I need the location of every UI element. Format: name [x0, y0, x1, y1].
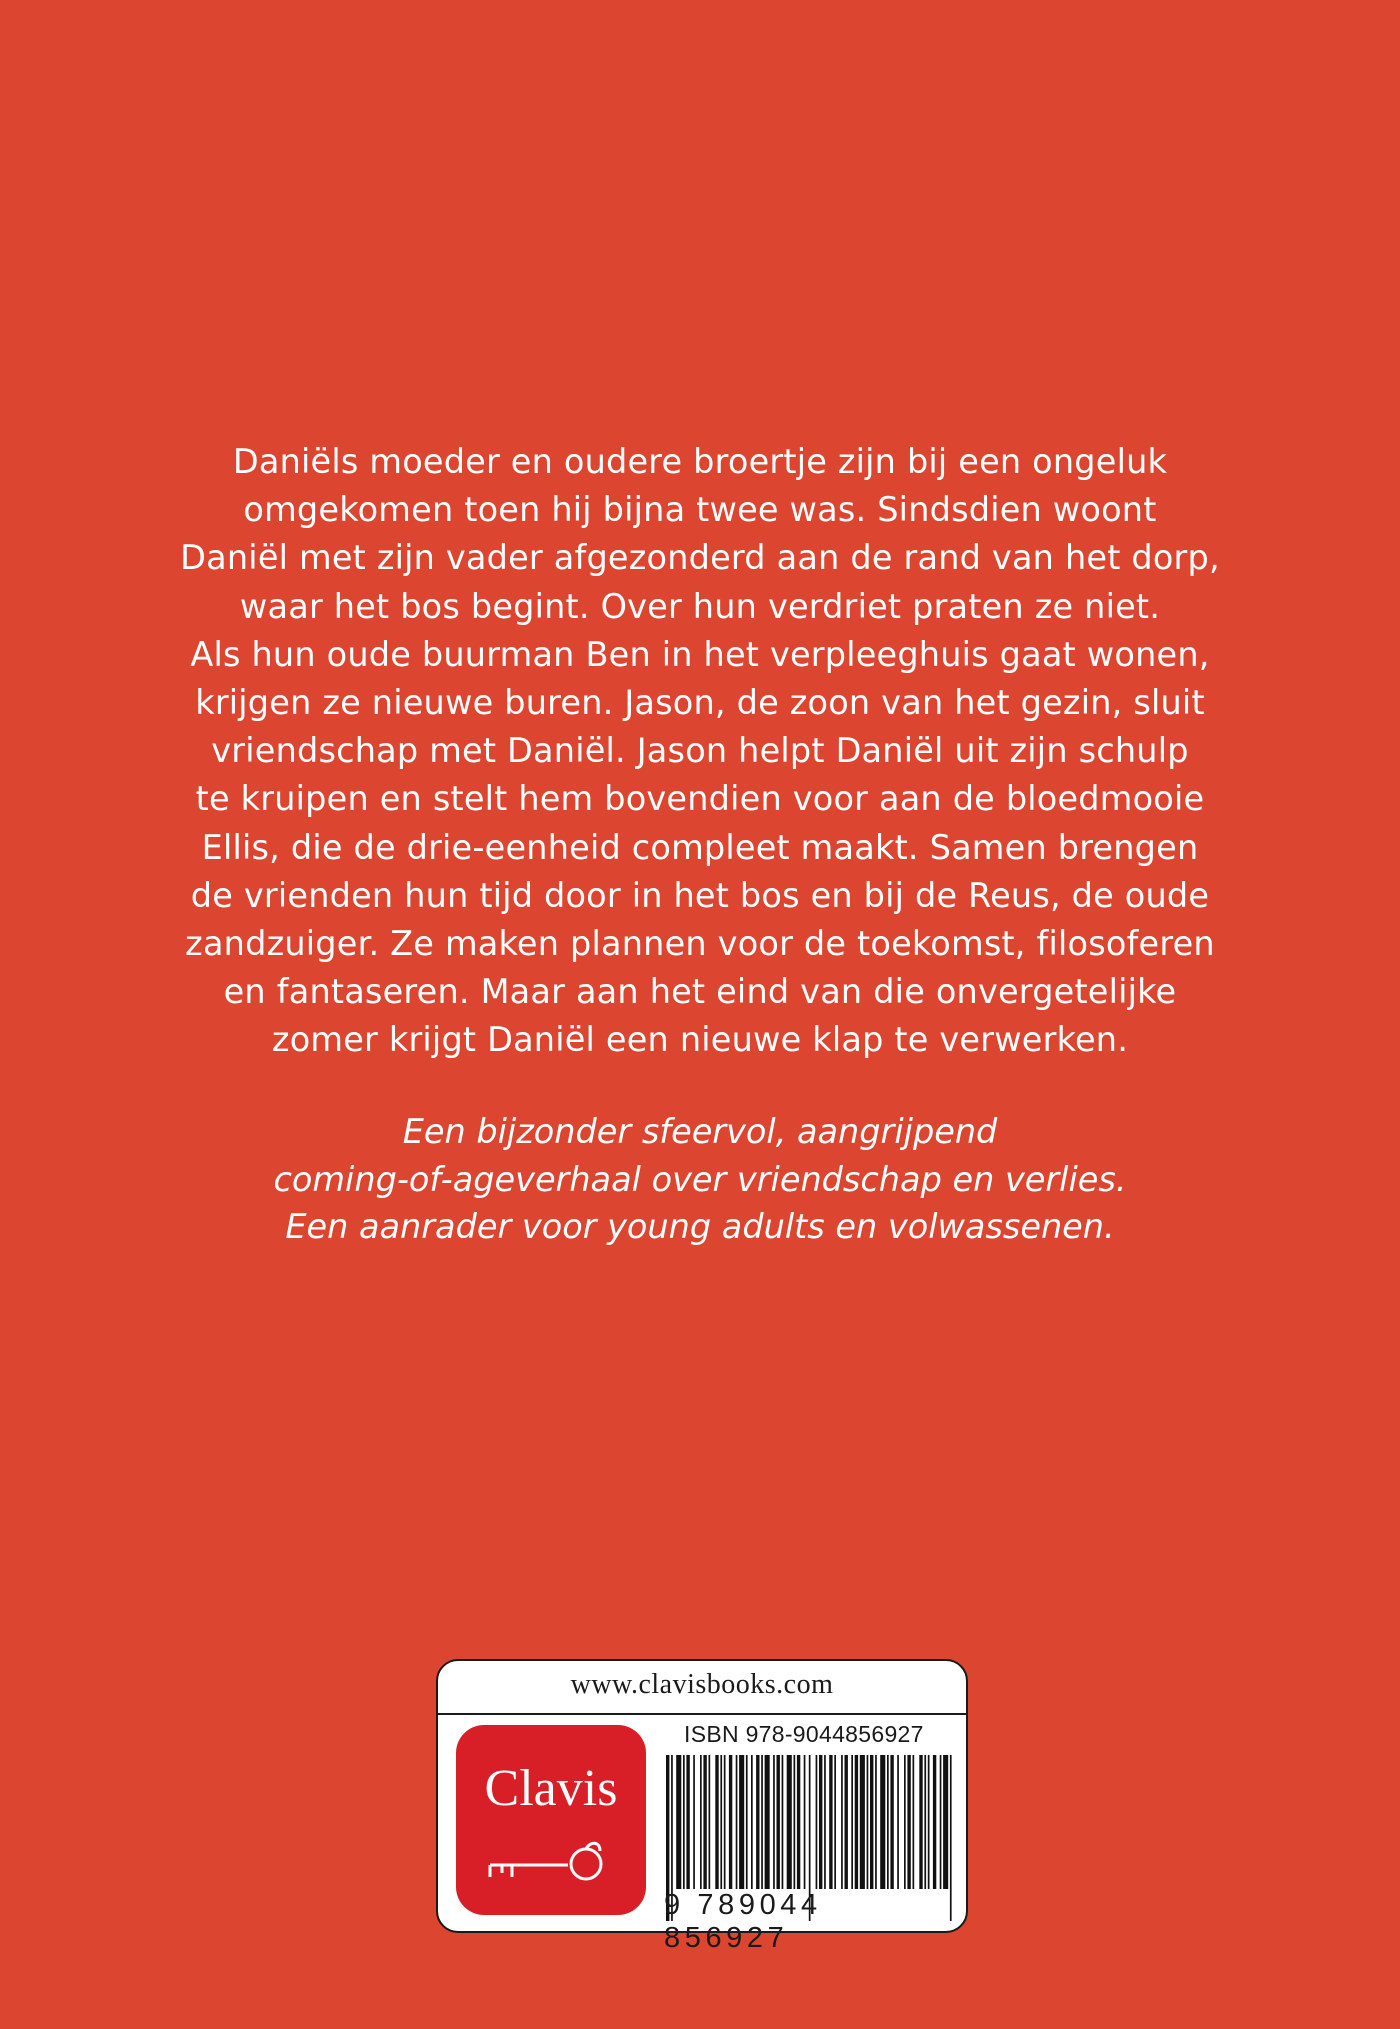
barcode-bar [736, 1755, 738, 1889]
blurb-line: zomer krijgt Daniël een nieuwe klap te verwerken. [271, 1020, 1129, 1060]
barcode-bar [904, 1755, 906, 1889]
barcode-bar [870, 1755, 873, 1889]
barcode-bar [880, 1755, 885, 1889]
barcode-bar [834, 1755, 836, 1889]
tagline-line: Een aanrader voor young adults en volwassenen. [285, 1207, 1115, 1246]
barcode-bar [724, 1755, 726, 1889]
barcode-bar [729, 1755, 732, 1889]
label-divider [438, 1713, 966, 1715]
barcode-bar [855, 1755, 858, 1889]
barcode-bar [777, 1755, 780, 1889]
barcode-bar [787, 1755, 792, 1889]
blurb-line: Ellis, die de drie-eenheid compleet maakt. Samen brengen [201, 827, 1199, 867]
blurb-line: Als hun oude buurman Ben in het verpleeghuis gaat wonen, [190, 634, 1210, 674]
barcode-bar [867, 1755, 869, 1889]
barcode-bar [794, 1755, 796, 1889]
blurb-line: en fantaseren. Maar aan het eind van die onvergetelijke [223, 972, 1177, 1012]
barcode-bar [715, 1755, 718, 1889]
barcode-bar [683, 1755, 685, 1889]
barcode-bar [919, 1755, 922, 1889]
barcode-bar [851, 1755, 853, 1889]
barcode-bar [933, 1755, 936, 1889]
barcode-bar [897, 1755, 899, 1889]
blurb-line: Daniël met zijn vader afgezonderd aan de rand van het dorp, [180, 538, 1220, 578]
barcode-bar [782, 1755, 784, 1889]
key-icon [486, 1837, 616, 1887]
publisher-url: www.clavisbooks.com [570, 1669, 834, 1700]
blurb-line: krijgen ze nieuwe buren. Jason, de zoon van het gezin, sluit [195, 683, 1205, 723]
barcode-bar [686, 1755, 689, 1889]
barcode-bar [924, 1755, 926, 1889]
barcode-bar [816, 1755, 818, 1889]
isbn-label [436, 1659, 968, 1954]
tagline [160, 1108, 1240, 1251]
barcode-bar [676, 1755, 681, 1889]
barcode-bar [797, 1755, 800, 1889]
blurb-line: te kruipen en stelt hem bovendien voor aan de bloedmooie [195, 779, 1205, 819]
barcode-bar [824, 1755, 826, 1889]
barcode-bar [875, 1755, 877, 1889]
barcode-bar [890, 1755, 893, 1889]
blurb-line: omgekomen toen hij bijna twee was. Sindsdien woont [243, 490, 1157, 530]
barcode-bar [773, 1755, 775, 1889]
barcode-bar [703, 1755, 706, 1889]
publisher-logo [456, 1725, 646, 1915]
barcode-bar [928, 1755, 930, 1889]
barcode-digits: 9 789044 856927 [664, 1889, 822, 1954]
barcode-bar [804, 1755, 806, 1889]
isbn-number: ISBN 978-9044856927 [684, 1721, 924, 1747]
barcode-bar [860, 1755, 865, 1889]
tagline-line: Een bijzonder sfeervol, aangrijpend [402, 1112, 998, 1151]
blurb-line: de vrienden hun tijd door in het bos en bij de Reus, de oude [190, 875, 1210, 915]
blurb-line: waar het bos begint. Over hun verdriet praten ze niet. [239, 586, 1161, 626]
barcode-bar [765, 1755, 770, 1889]
barcode-bar [739, 1755, 744, 1889]
barcode-bar [943, 1755, 948, 1889]
barcode-bar [829, 1755, 832, 1889]
barcode-bar [761, 1755, 763, 1889]
barcode-bar [700, 1755, 702, 1889]
barcode-bar [845, 1755, 848, 1889]
barcode-bar [940, 1755, 942, 1889]
barcode-bar [819, 1755, 822, 1889]
barcode-bar [720, 1755, 722, 1889]
barcode-bar [887, 1755, 889, 1889]
barcode-bar [709, 1755, 711, 1889]
barcode-bar [746, 1755, 748, 1889]
barcode-bar [907, 1755, 910, 1889]
back-cover-blurb [160, 438, 1240, 1065]
blurb-line: vriendschap met Daniël. Jason helpt Daniël uit zijn schulp [211, 731, 1189, 771]
publisher-logo-text: Clavis [484, 1760, 618, 1817]
barcode-bar [841, 1755, 843, 1889]
barcode-bar [913, 1755, 915, 1889]
barcode-bar [756, 1755, 759, 1889]
barcode-bar [751, 1755, 753, 1889]
tagline-line: coming-of-ageverhaal over vriendschap en verlies. [273, 1159, 1127, 1199]
barcode-bar [693, 1755, 695, 1889]
blurb-line: zandzuiger. Ze maken plannen voor de toekomst, filosoferen [185, 924, 1215, 964]
blurb-line: Daniëls moeder en oudere broertje zijn bij een ongeluk [232, 442, 1168, 481]
